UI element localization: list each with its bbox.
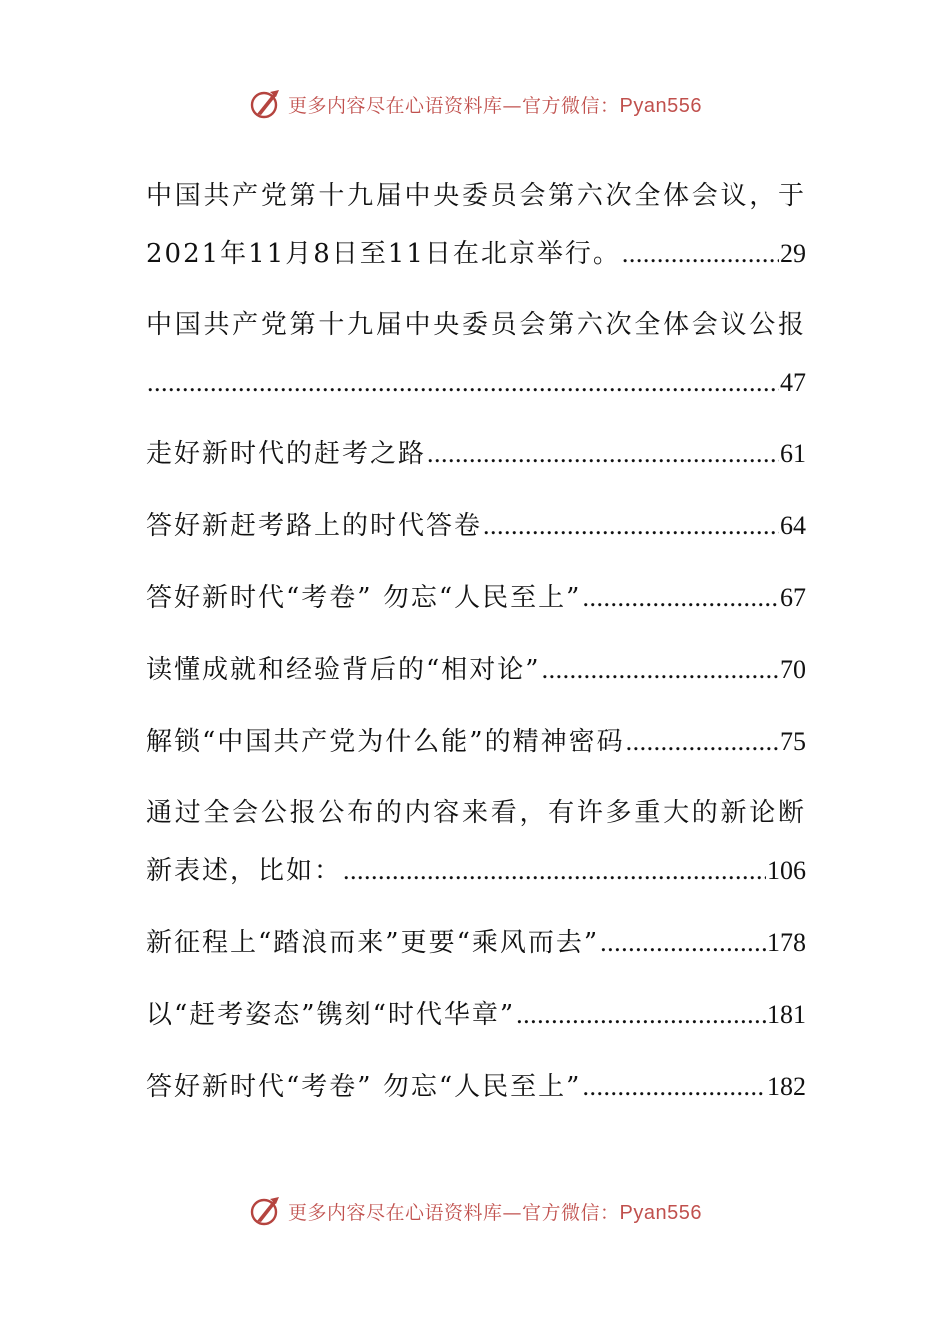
- toc-entry-title: 走好新时代的赶考之路: [146, 439, 427, 469]
- dot-leader: [516, 986, 766, 1043]
- toc-page-number: 61: [780, 439, 806, 468]
- watermark-text: 更多内容尽在心语资料库—官方微信：Pyan556: [288, 94, 702, 117]
- dot-leader: [427, 425, 779, 482]
- toc-entry[interactable]: [146, 785, 806, 900]
- toc-page-number: 64: [780, 511, 806, 540]
- toc-entry[interactable]: [146, 425, 806, 483]
- quill-logo-icon: [248, 1194, 282, 1228]
- toc-entry-title: 读懂成就和经验背后的“相对论”: [146, 655, 541, 685]
- toc-entry[interactable]: [146, 641, 806, 699]
- table-of-contents: [146, 168, 806, 1130]
- toc-page-number: 70: [780, 655, 806, 684]
- toc-entry-title-line: 中国共产党第十九届中央委员会第六次全体会议，于: [146, 181, 806, 211]
- dot-leader: [343, 842, 766, 899]
- watermark-text: 更多内容尽在心语资料库—官方微信：Pyan556: [288, 1201, 702, 1224]
- toc-page-number: 29: [780, 239, 806, 268]
- dot-leader: [626, 713, 779, 770]
- toc-entry[interactable]: [146, 297, 806, 411]
- toc-entry[interactable]: [146, 168, 806, 283]
- toc-entry-title-line: 中国共产党第十九届中央委员会第六次全体会议公报: [146, 310, 806, 340]
- toc-page-number: 182: [767, 1072, 806, 1101]
- toc-entry-title: 新表述，比如：: [146, 856, 343, 886]
- dot-leader: [600, 914, 766, 971]
- toc-entry-title: 答好新时代“考卷” 勿忘“人民至上”: [146, 583, 582, 613]
- toc-entry-title: 解锁“中国共产党为什么能”的精神密码: [146, 727, 625, 757]
- toc-entry-title: 答好新赶考路上的时代答卷: [146, 511, 483, 541]
- toc-page-number: 106: [767, 856, 806, 885]
- dot-leader: [622, 225, 779, 282]
- toc-page-number: 178: [767, 928, 806, 957]
- header-watermark: [0, 84, 950, 124]
- dot-leader: [582, 1058, 766, 1115]
- toc-page-number: 47: [780, 368, 806, 397]
- toc-page-number: 181: [767, 1000, 806, 1029]
- toc-entry-title: 新征程上“踏浪而来”更要“乘风而去”: [146, 928, 600, 958]
- toc-entry-title-line: 通过全会公报公布的内容来看，有许多重大的新论断: [146, 798, 806, 828]
- dot-leader: [147, 354, 779, 411]
- toc-entry[interactable]: [146, 914, 806, 972]
- toc-entry-title: 2021年11月8日至11日在北京举行。: [146, 239, 621, 269]
- toc-entry[interactable]: [146, 497, 806, 555]
- toc-entry[interactable]: [146, 986, 806, 1044]
- dot-leader: [483, 497, 779, 554]
- dot-leader: [582, 569, 779, 626]
- toc-page-number: 67: [780, 583, 806, 612]
- toc-entry-title: 以“赶考姿态”镌刻“时代华章”: [146, 1000, 516, 1030]
- toc-entry-title: 答好新时代“考卷” 勿忘“人民至上”: [146, 1072, 582, 1102]
- toc-page-number: 75: [780, 727, 806, 756]
- toc-entry[interactable]: [146, 1058, 806, 1116]
- toc-entry[interactable]: [146, 569, 806, 627]
- quill-logo-icon: [248, 87, 282, 121]
- toc-entry[interactable]: [146, 713, 806, 771]
- footer-watermark: [0, 1191, 950, 1231]
- dot-leader: [542, 641, 779, 698]
